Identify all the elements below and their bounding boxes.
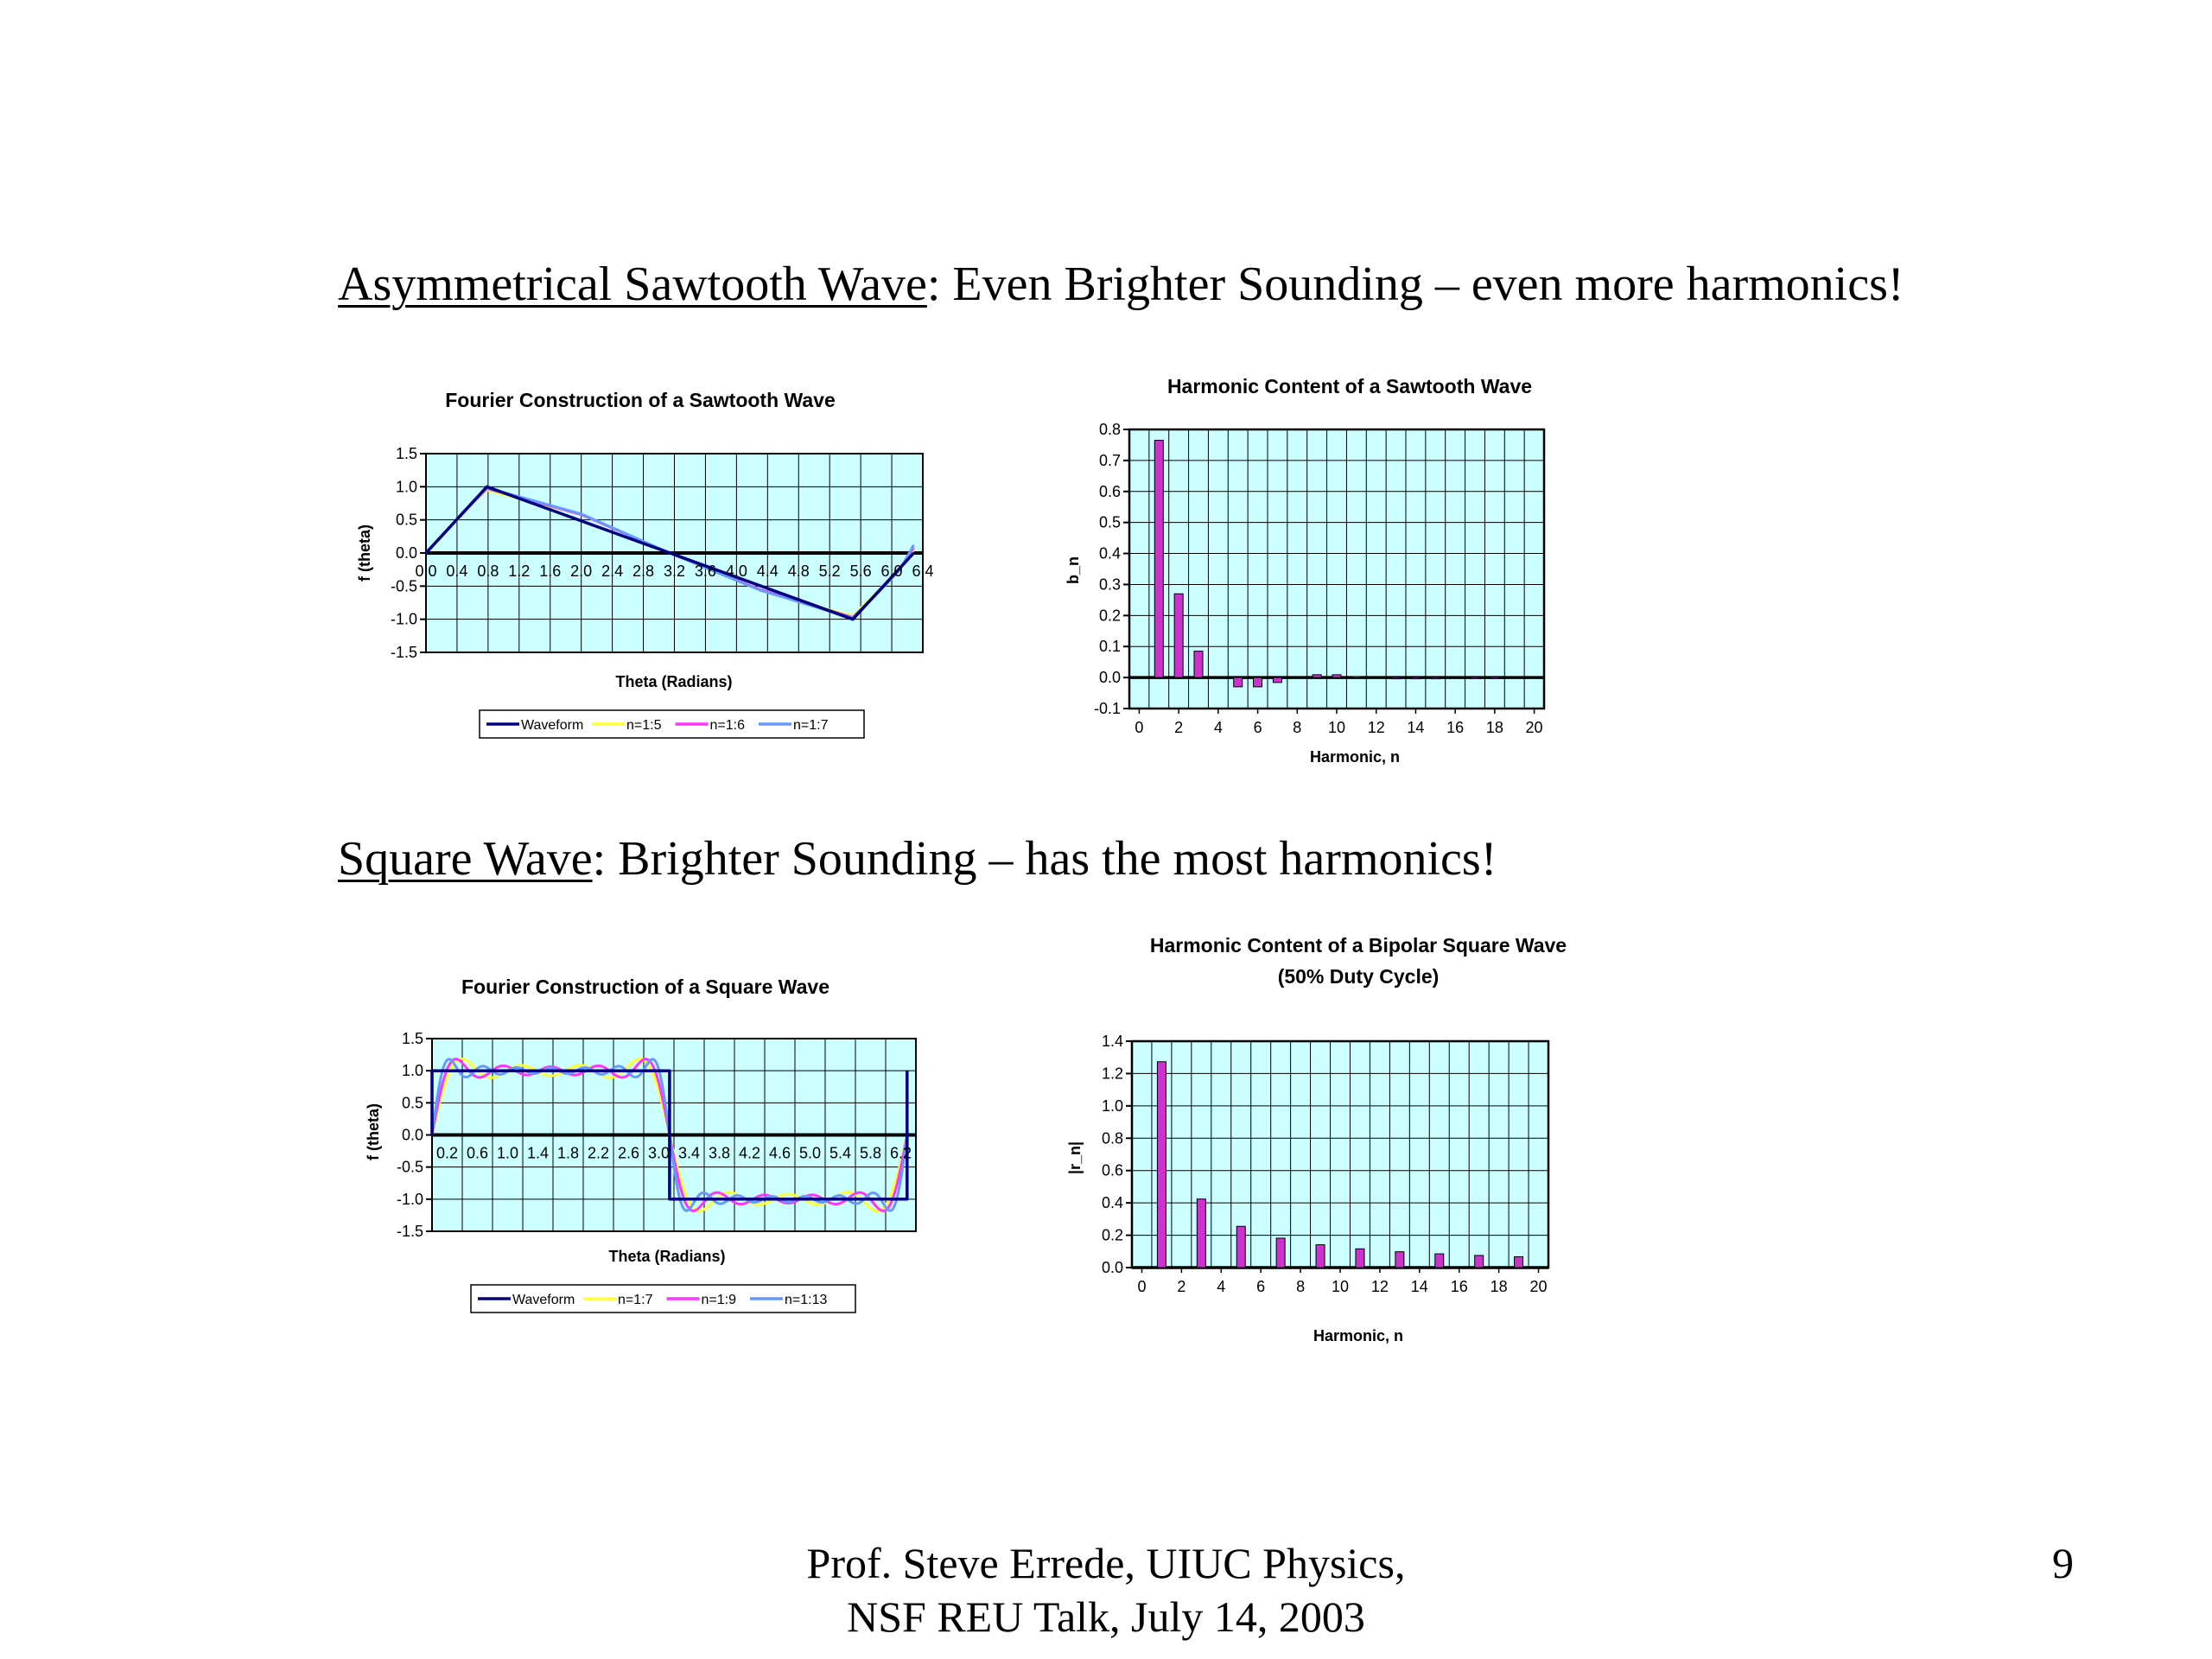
y-tick-label: 0.0: [1101, 1259, 1123, 1276]
square-fourier-chart: [354, 963, 933, 1326]
y-tick-label: -0.5: [396, 1158, 423, 1176]
y-tick-label: -1.5: [396, 1223, 423, 1240]
x-tick-label: 10: [1327, 719, 1346, 736]
bar: [1475, 1255, 1484, 1268]
bar: [1154, 441, 1163, 678]
x-tick-label: 4.0: [725, 563, 747, 580]
legend-label: n=1:7: [618, 1293, 653, 1307]
y-tick-label: 0.2: [1098, 607, 1121, 625]
square-fourier-xlabel: Theta (Radians): [608, 1248, 726, 1265]
x-tick-label: 20: [1525, 719, 1543, 736]
x-tick-label: 2.8: [632, 563, 655, 580]
x-tick-label: 14: [1407, 719, 1425, 736]
x-tick-label: 16: [1446, 719, 1465, 736]
sawtooth-fourier-ylabel: f (theta): [356, 524, 373, 582]
bar: [1236, 1226, 1245, 1268]
y-tick-label: 0.8: [1098, 421, 1121, 438]
bar: [1316, 1245, 1325, 1268]
square-harmonics-chart: [1063, 925, 1616, 1357]
square-harmonics-ylabel: |r_n|: [1066, 1141, 1084, 1175]
y-tick-label: 0.2: [1101, 1226, 1123, 1244]
y-tick-label: 0.0: [395, 544, 417, 562]
x-tick-label: 1.2: [508, 563, 531, 580]
page-number: 9: [2052, 1539, 2074, 1587]
y-tick-label: 0.5: [395, 511, 417, 529]
x-tick-label: 5.4: [829, 1144, 852, 1162]
y-tick-label: 0.4: [1098, 544, 1121, 563]
x-tick-label: 0.6: [466, 1144, 489, 1162]
sawtooth-harmonics-title: Harmonic Content of a Sawtooth Wave: [1166, 375, 1533, 397]
heading-square-underlined: Square Wave: [338, 832, 593, 886]
x-tick-label: 4.2: [738, 1144, 761, 1162]
footer-line-1: Prof. Steve Errede, UIUC Physics,: [806, 1539, 1406, 1587]
y-tick-label: 0.8: [1101, 1129, 1123, 1147]
y-tick-label: -1.5: [390, 644, 417, 661]
sawtooth-fourier-legend: [480, 710, 864, 738]
y-tick-label: 0.0: [401, 1126, 423, 1144]
x-tick-label: 4.8: [787, 563, 810, 580]
bar: [1174, 594, 1183, 677]
bar: [1435, 1254, 1444, 1268]
legend-label: n=1:6: [709, 718, 745, 733]
bar: [1515, 1256, 1523, 1268]
sawtooth-harmonics-ylabel: b_n: [1065, 556, 1082, 585]
x-tick-label: 0.8: [477, 563, 499, 580]
y-tick-label: 0.6: [1101, 1161, 1123, 1179]
slide-footer: [691, 1536, 1521, 1643]
heading-square-rest: : Brighter Sounding – has the most harmonics!: [592, 832, 1497, 886]
y-tick-label: -1.0: [396, 1190, 423, 1208]
square-harmonics-xlabel: Harmonic, n: [1313, 1327, 1404, 1344]
x-tick-label: 0.2: [435, 1144, 459, 1162]
heading-square: [338, 830, 1497, 887]
y-tick-label: 1.0: [1101, 1096, 1123, 1115]
sawtooth-harmonics-xlabel: Harmonic, n: [1309, 748, 1401, 766]
bar: [1395, 1252, 1404, 1268]
y-tick-label: 1.4: [1101, 1033, 1123, 1050]
y-tick-label: 0.4: [1101, 1194, 1123, 1212]
y-tick-label: 0.5: [401, 1094, 423, 1112]
x-tick-label: 2: [1174, 719, 1184, 736]
y-tick-label: 0.5: [1098, 513, 1121, 531]
bar: [1194, 652, 1203, 678]
x-tick-label: 4: [1213, 719, 1223, 736]
x-tick-label: 5.8: [859, 1144, 882, 1162]
x-tick-label: 1.0: [496, 1144, 519, 1162]
square-fourier-title: Fourier Construction of a Square Wave: [461, 976, 830, 998]
square-harmonics-plot-area: [1132, 1041, 1548, 1268]
square-fourier-ylabel: f (theta): [365, 1103, 382, 1160]
x-tick-label: 3.4: [677, 1144, 701, 1162]
x-tick-label: 5.6: [849, 563, 872, 580]
x-tick-label: 0.0: [415, 563, 437, 580]
legend-label: n=1:9: [701, 1293, 736, 1307]
square-harmonics-title: Harmonic Content of a Bipolar Square Wave: [1149, 934, 1567, 957]
x-tick-label: 6: [1256, 1278, 1266, 1295]
sawtooth-fourier-title: Fourier Construction of a Sawtooth Wave: [445, 389, 836, 411]
y-tick-label: 1.5: [395, 445, 417, 462]
sawtooth-harmonics-plot-area: [1129, 429, 1544, 709]
x-tick-label: 3.8: [708, 1144, 731, 1162]
x-tick-label: 4: [1217, 1278, 1226, 1295]
x-tick-label: 6.2: [889, 1144, 912, 1162]
x-tick-label: 14: [1410, 1278, 1428, 1295]
x-tick-label: 2.6: [617, 1144, 640, 1162]
x-tick-label: 6: [1253, 719, 1262, 736]
x-tick-label: 3.6: [694, 563, 716, 580]
sawtooth-fourier-xlabel: Theta (Radians): [615, 673, 733, 690]
y-tick-label: 0.1: [1098, 638, 1121, 656]
sawtooth-harmonics-chart: [1063, 363, 1607, 786]
heading-sawtooth-underlined: Asymmetrical Sawtooth Wave: [338, 257, 927, 311]
x-tick-label: 0: [1135, 719, 1144, 736]
y-tick-label: 1.0: [395, 478, 417, 496]
x-tick-label: 6.4: [912, 563, 934, 580]
x-tick-label: 8: [1293, 719, 1302, 736]
sawtooth-fourier-chart: [346, 380, 950, 743]
y-tick-label: -0.1: [1093, 700, 1121, 717]
x-tick-label: 8: [1296, 1278, 1306, 1295]
x-tick-label: 5.2: [818, 563, 841, 580]
x-tick-label: 1.4: [526, 1144, 550, 1162]
x-tick-label: 3.0: [647, 1144, 671, 1162]
legend-label: Waveform: [512, 1293, 575, 1307]
bar: [1254, 677, 1262, 687]
x-tick-label: 6.0: [880, 563, 903, 580]
bar: [1431, 677, 1440, 679]
legend-label: n=1:5: [626, 718, 662, 733]
bar: [1276, 1238, 1285, 1268]
x-tick-label: 2: [1177, 1278, 1186, 1295]
legend-label: Waveform: [521, 718, 584, 733]
y-tick-label: 1.2: [1101, 1065, 1123, 1083]
bar: [1471, 677, 1479, 679]
x-tick-label: 10: [1331, 1278, 1350, 1295]
bar: [1234, 677, 1243, 687]
y-tick-label: 0.6: [1098, 482, 1121, 500]
y-tick-label: 0.7: [1098, 451, 1121, 469]
x-tick-label: 12: [1370, 1278, 1389, 1295]
legend-label: n=1:13: [785, 1293, 828, 1307]
footer-line-2: NSF REU Talk, July 14, 2003: [847, 1592, 1365, 1641]
square-fourier-legend: [471, 1285, 855, 1313]
x-tick-label: 18: [1490, 1278, 1508, 1295]
x-tick-label: 2.2: [587, 1144, 610, 1162]
y-tick-label: 0.3: [1098, 575, 1121, 594]
x-tick-label: 4.6: [768, 1144, 791, 1162]
bar: [1157, 1062, 1166, 1268]
bar: [1273, 677, 1281, 683]
bar: [1332, 675, 1341, 677]
square-harmonics-subtitle: (50% Duty Cycle): [1277, 965, 1440, 988]
bar: [1392, 677, 1401, 679]
bar: [1491, 677, 1499, 679]
x-tick-label: 18: [1485, 719, 1503, 736]
x-tick-label: 1.6: [539, 563, 562, 580]
bar: [1411, 677, 1420, 679]
heading-sawtooth: [338, 256, 1904, 313]
x-tick-label: 2.0: [570, 563, 593, 580]
x-tick-label: 20: [1529, 1278, 1548, 1295]
bar: [1197, 1199, 1205, 1268]
x-tick-label: 1.8: [556, 1144, 580, 1162]
heading-sawtooth-rest: : Even Brighter Sounding – even more harmonics!: [926, 257, 1904, 311]
bar: [1352, 677, 1361, 678]
x-tick-label: 4.4: [756, 563, 779, 580]
x-tick-label: 2.4: [601, 563, 624, 580]
x-tick-label: 12: [1367, 719, 1385, 736]
x-tick-label: 5.0: [798, 1144, 822, 1162]
legend-label: n=1:7: [793, 718, 829, 733]
bar: [1356, 1249, 1364, 1268]
y-tick-label: -0.5: [390, 577, 417, 595]
y-tick-label: -1.0: [390, 610, 417, 628]
x-tick-label: 0.4: [446, 563, 468, 580]
y-tick-label: 0.0: [1098, 669, 1121, 687]
x-tick-label: 0: [1137, 1278, 1147, 1295]
y-tick-label: 1.0: [401, 1062, 423, 1080]
y-tick-label: 1.5: [401, 1030, 423, 1047]
bar: [1313, 675, 1321, 677]
x-tick-label: 16: [1450, 1278, 1468, 1295]
x-tick-label: 3.2: [663, 563, 686, 580]
